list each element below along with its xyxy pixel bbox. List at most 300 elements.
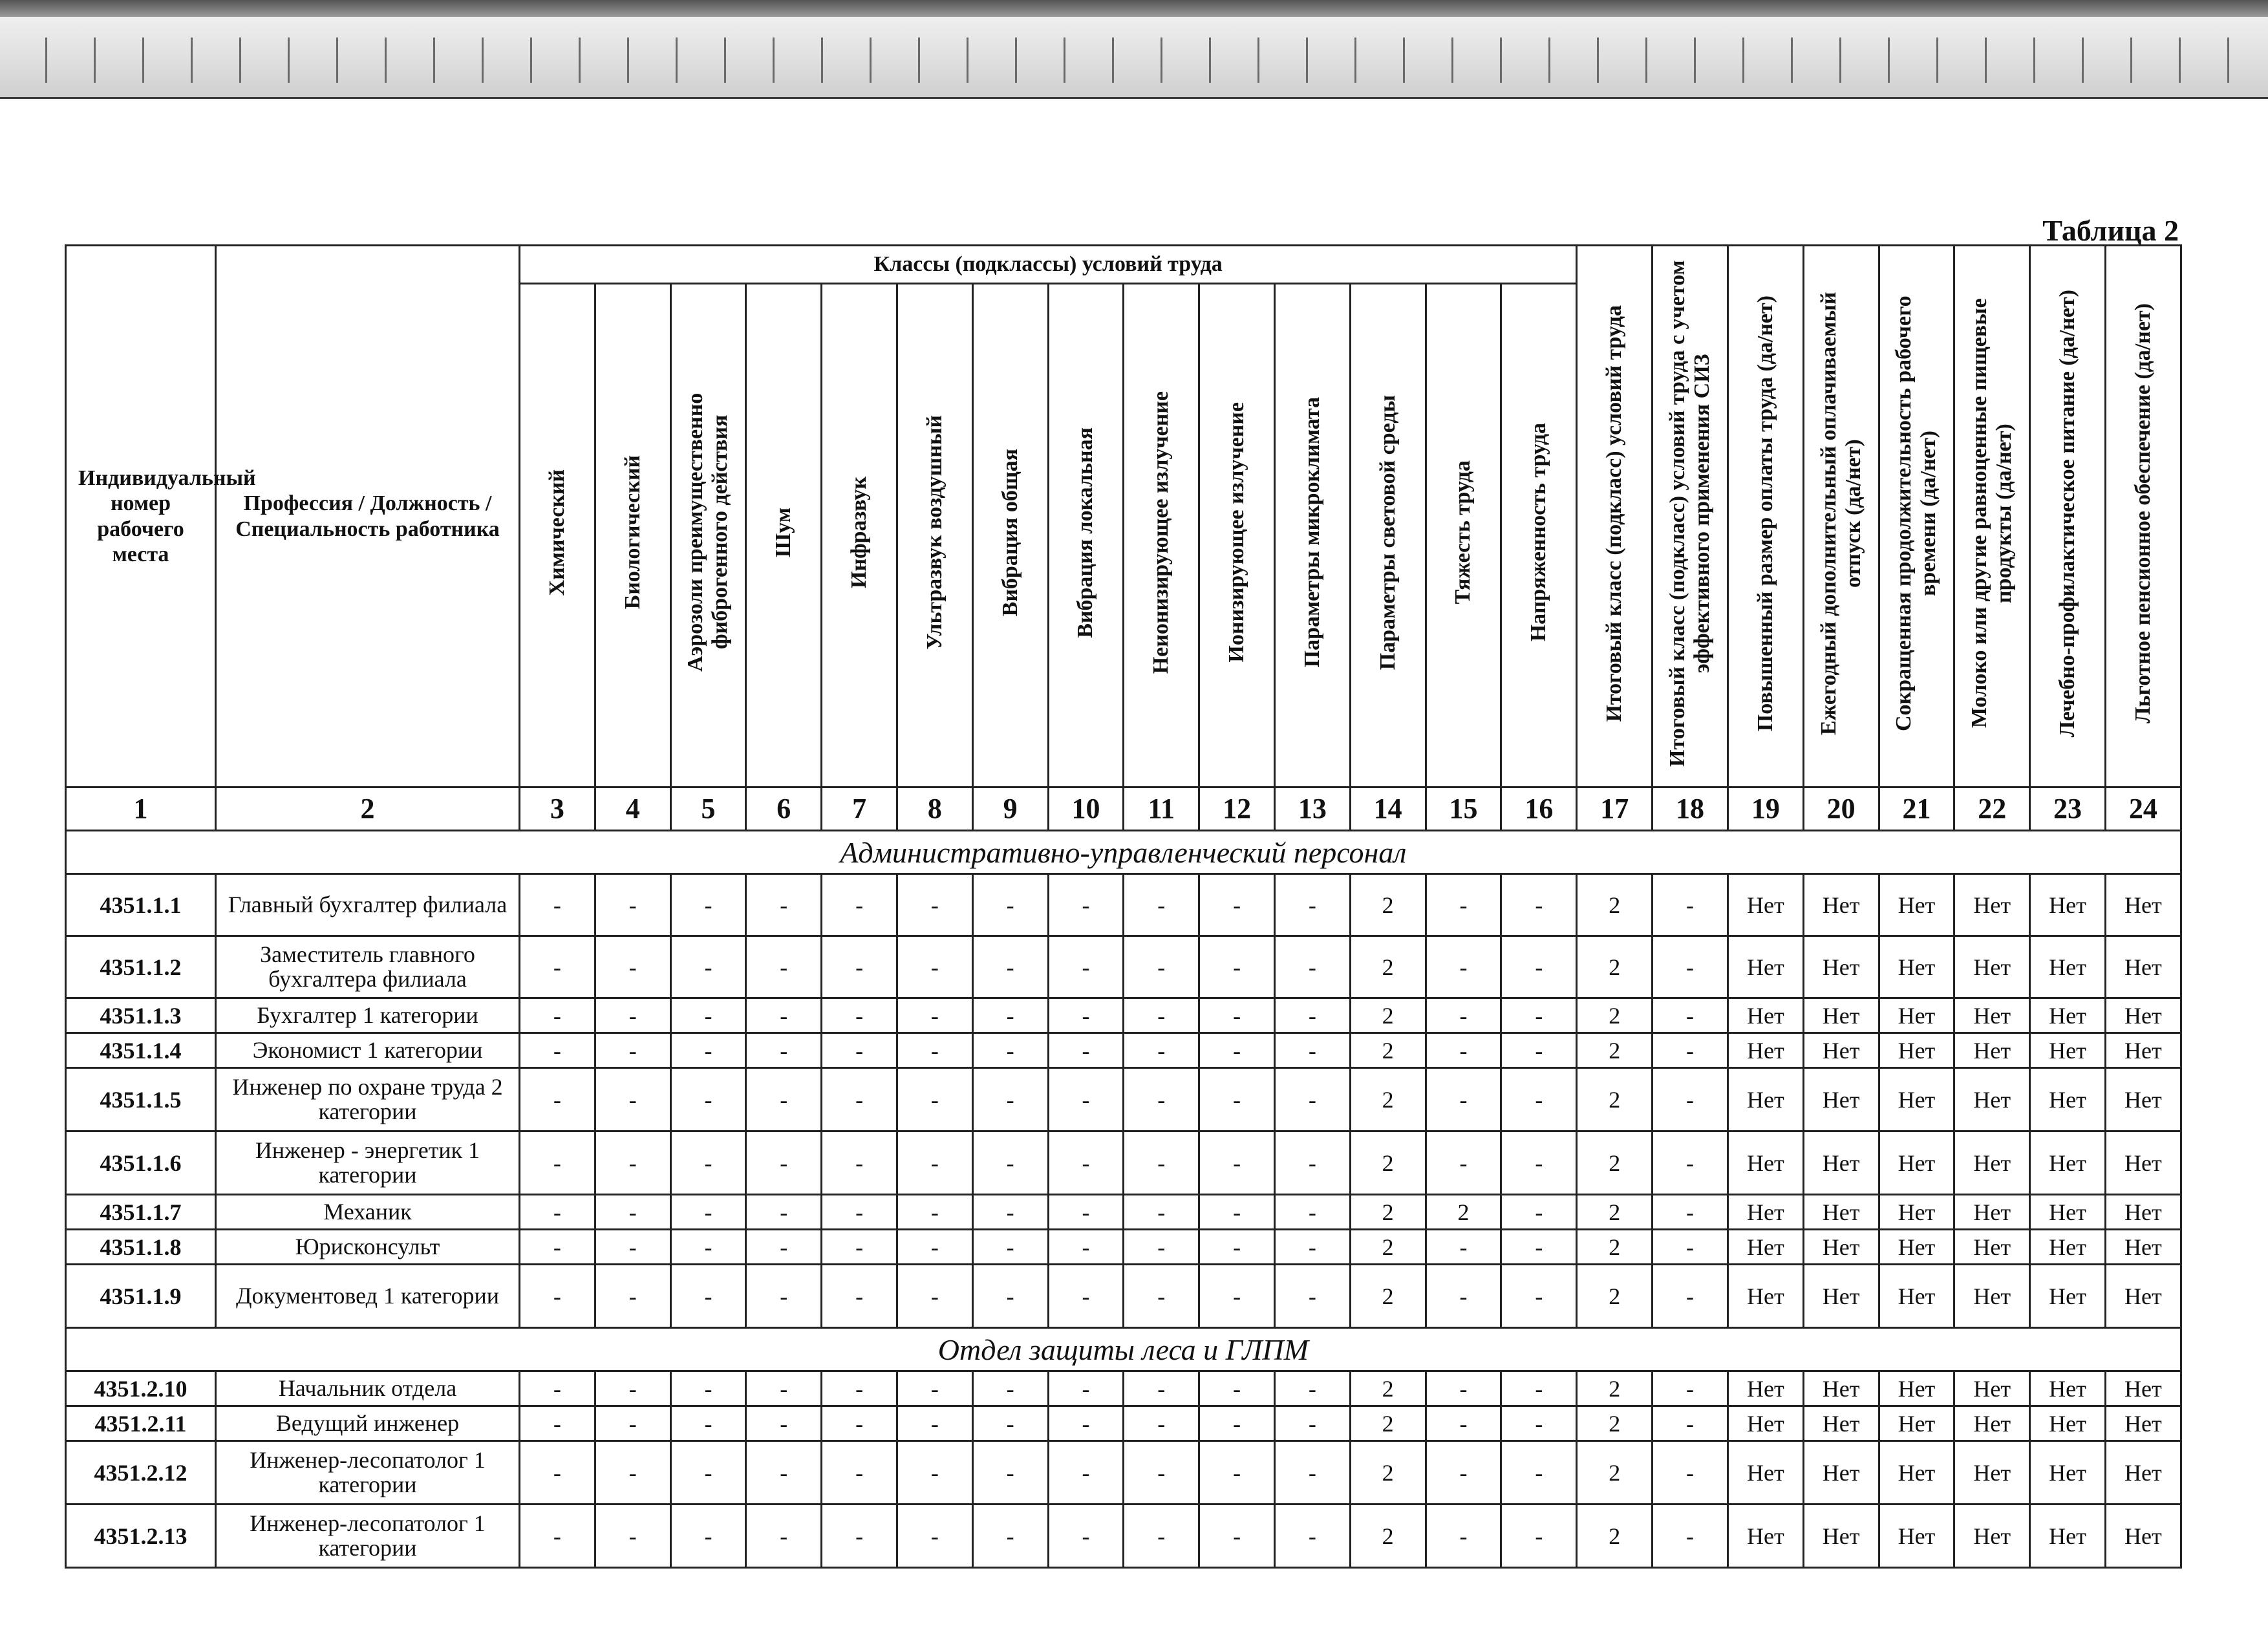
condition-cell: - — [1501, 874, 1577, 936]
workplace-id: 4351.1.6 — [66, 1131, 216, 1195]
condition-cell: 2 — [1350, 1068, 1426, 1131]
column-number: 1 — [66, 788, 216, 831]
condition-cell: - — [1653, 1406, 1728, 1441]
condition-cell: - — [1274, 936, 1350, 998]
header-factor-11 — [1124, 284, 1199, 788]
condition-cell: Нет — [2030, 874, 2106, 936]
binder-hole — [1064, 38, 1065, 83]
condition-cell: Нет — [2030, 1131, 2106, 1195]
table-row — [66, 1068, 2181, 1131]
condition-cell: - — [670, 1441, 746, 1505]
binder-hole — [1694, 38, 1696, 83]
condition-cell: - — [1501, 936, 1577, 998]
condition-cell: Нет — [1879, 998, 1954, 1033]
condition-cell: - — [972, 1195, 1048, 1230]
condition-cell: - — [972, 1068, 1048, 1131]
condition-cell: - — [746, 936, 822, 998]
condition-cell: Нет — [1879, 1265, 1954, 1328]
binder-hole — [385, 38, 387, 83]
binder-hole — [1451, 38, 1453, 83]
condition-cell: - — [1048, 1195, 1124, 1230]
condition-cell: - — [1426, 998, 1501, 1033]
workplace-id: 4351.1.3 — [66, 998, 216, 1033]
condition-cell: - — [1199, 1505, 1275, 1568]
workplace-id: 4351.1.2 — [66, 936, 216, 998]
condition-cell: 2 — [1350, 1131, 1426, 1195]
condition-cell: - — [1501, 998, 1577, 1033]
binder-hole — [773, 38, 775, 83]
condition-cell: - — [746, 1131, 822, 1195]
condition-cell: Нет — [1803, 1131, 1879, 1195]
header-factor-label: Инфразвук — [847, 476, 872, 588]
header-factor-6 — [746, 284, 822, 788]
condition-cell: Нет — [1879, 1131, 1954, 1195]
condition-cell: - — [1501, 1441, 1577, 1505]
header-extra-label: Молоко или другие равноценные пищевые продукты (да/нет) — [1967, 298, 2017, 729]
condition-cell: Нет — [2105, 1406, 2181, 1441]
profession-name: Документовед 1 категории — [216, 1265, 520, 1328]
condition-cell: Нет — [1728, 936, 1803, 998]
column-number: 9 — [972, 788, 1048, 831]
profession-name: Главный бухгалтер филиала — [216, 874, 520, 936]
table-row — [66, 1371, 2181, 1406]
profession-name: Бухгалтер 1 категории — [216, 998, 520, 1033]
condition-cell: - — [1048, 874, 1124, 936]
condition-cell: - — [1426, 874, 1501, 936]
condition-cell: - — [1124, 936, 1199, 998]
condition-cell: - — [595, 874, 670, 936]
condition-cell: Нет — [2030, 1441, 2106, 1505]
condition-cell: Нет — [1879, 874, 1954, 936]
condition-cell: - — [1124, 1230, 1199, 1265]
condition-cell: Нет — [1954, 936, 2030, 998]
condition-cell: - — [1501, 1033, 1577, 1068]
condition-cell: - — [670, 1265, 746, 1328]
header-factor-label: Параметры микроклимата — [1300, 397, 1324, 668]
condition-cell: 2 — [1577, 1265, 1653, 1328]
workplace-id: 4351.1.9 — [66, 1265, 216, 1328]
header-extra-label: Льготное пенсионное обеспечение (да/нет) — [2130, 303, 2155, 723]
profession-name: Механик — [216, 1195, 520, 1230]
header-conditions-group: Классы (подклассы) условий труда — [520, 246, 1577, 284]
condition-cell: - — [1124, 1033, 1199, 1068]
condition-cell: Нет — [1954, 998, 2030, 1033]
column-number: 4 — [595, 788, 670, 831]
condition-cell: - — [520, 1505, 595, 1568]
condition-cell: - — [1653, 874, 1728, 936]
binder-hole — [2179, 38, 2181, 83]
condition-cell: - — [746, 1441, 822, 1505]
table-row — [66, 1195, 2181, 1230]
condition-cell: - — [1274, 1371, 1350, 1406]
condition-cell: 2 — [1426, 1195, 1501, 1230]
condition-cell: - — [897, 1068, 972, 1131]
condition-cell: - — [595, 936, 670, 998]
condition-cell: Нет — [2030, 1371, 2106, 1406]
header-extra-label: Сокращенная продолжительность рабочего времени (да/нет) — [1892, 295, 1941, 731]
condition-cell: - — [520, 1131, 595, 1195]
condition-cell: - — [1274, 1441, 1350, 1505]
condition-cell: 2 — [1577, 1505, 1653, 1568]
condition-cell: - — [1274, 1406, 1350, 1441]
condition-cell: - — [1426, 1441, 1501, 1505]
binder-hole — [1015, 38, 1017, 83]
header-factor-12 — [1199, 284, 1275, 788]
header-factor-label: Вибрация локальная — [1073, 427, 1098, 638]
condition-cell: Нет — [2030, 1230, 2106, 1265]
binder-strip — [0, 0, 2268, 99]
condition-cell: - — [746, 1068, 822, 1131]
condition-cell: - — [595, 1505, 670, 1568]
condition-cell: - — [1274, 1033, 1350, 1068]
table-row — [66, 1406, 2181, 1441]
binder-hole — [1791, 38, 1793, 83]
condition-cell: Нет — [1728, 1195, 1803, 1230]
condition-cell: - — [1501, 1505, 1577, 1568]
section-row — [66, 1328, 2181, 1371]
condition-cell: - — [972, 1371, 1048, 1406]
condition-cell: - — [1124, 1441, 1199, 1505]
condition-cell: - — [897, 1265, 972, 1328]
condition-cell: - — [972, 936, 1048, 998]
header-factor-label: Ультразвук воздушный — [922, 415, 947, 650]
binder-hole — [142, 38, 144, 83]
condition-cell: Нет — [2105, 1033, 2181, 1068]
condition-cell: - — [822, 936, 897, 998]
condition-cell: Нет — [1728, 1265, 1803, 1328]
condition-cell: - — [1501, 1265, 1577, 1328]
condition-cell: - — [1426, 936, 1501, 998]
profession-name: Ведущий инженер — [216, 1406, 520, 1441]
condition-cell: Нет — [1954, 1265, 2030, 1328]
condition-cell: - — [595, 1068, 670, 1131]
condition-cell: 2 — [1350, 1230, 1426, 1265]
condition-cell: - — [520, 1371, 595, 1406]
header-factor-label: Аэрозоли преимущественно фиброгенного действия — [683, 392, 733, 672]
condition-cell: Нет — [1728, 1230, 1803, 1265]
condition-cell: - — [1199, 998, 1275, 1033]
condition-cell: Нет — [2105, 1230, 2181, 1265]
condition-cell: - — [1124, 1131, 1199, 1195]
binder-hole — [1500, 38, 1502, 83]
binder-hole — [482, 38, 484, 83]
condition-cell: - — [595, 1195, 670, 1230]
table-caption: Таблица 2 — [2042, 214, 2179, 247]
column-number: 22 — [1954, 788, 2030, 831]
header-factor-label: Шум — [771, 507, 796, 557]
condition-cell: - — [897, 1371, 972, 1406]
condition-cell: - — [1199, 1033, 1275, 1068]
condition-cell: 2 — [1350, 998, 1426, 1033]
condition-cell: 2 — [1577, 874, 1653, 936]
binder-hole — [627, 38, 629, 83]
condition-cell: - — [670, 936, 746, 998]
condition-cell: - — [670, 1505, 746, 1568]
condition-cell: - — [1653, 1371, 1728, 1406]
column-number: 7 — [822, 788, 897, 831]
condition-cell: - — [746, 1505, 822, 1568]
header-factor-4 — [595, 284, 670, 788]
condition-cell: - — [1274, 1131, 1350, 1195]
condition-cell: - — [1124, 1371, 1199, 1406]
binder-hole — [676, 38, 678, 83]
condition-cell: - — [1124, 998, 1199, 1033]
condition-cell: - — [670, 1195, 746, 1230]
binder-hole — [94, 38, 96, 83]
condition-cell: - — [897, 998, 972, 1033]
column-number: 11 — [1124, 788, 1199, 831]
condition-cell: Нет — [1803, 1230, 1879, 1265]
condition-cell: - — [1274, 998, 1350, 1033]
condition-cell: - — [822, 1195, 897, 1230]
binder-hole — [45, 38, 47, 83]
condition-cell: Нет — [1879, 1505, 1954, 1568]
condition-cell: - — [1199, 874, 1275, 936]
condition-cell: Нет — [1954, 1505, 2030, 1568]
condition-cell: - — [822, 1033, 897, 1068]
condition-cell: - — [822, 1265, 897, 1328]
condition-cell: 2 — [1577, 1068, 1653, 1131]
condition-cell: - — [972, 1406, 1048, 1441]
binder-hole — [1403, 38, 1405, 83]
condition-cell: Нет — [1728, 1033, 1803, 1068]
condition-cell: 2 — [1577, 998, 1653, 1033]
condition-cell: - — [595, 1371, 670, 1406]
condition-cell: - — [897, 1131, 972, 1195]
condition-cell: 2 — [1350, 1371, 1426, 1406]
condition-cell: - — [1048, 1131, 1124, 1195]
working-conditions-table — [65, 244, 2182, 1569]
condition-cell: Нет — [1954, 1441, 2030, 1505]
profession-name: Экономист 1 категории — [216, 1033, 520, 1068]
condition-cell: - — [1426, 1033, 1501, 1068]
table-body — [66, 831, 2181, 1568]
header-factor-label: Параметры световой среды — [1375, 394, 1400, 670]
binder-hole — [2033, 38, 2035, 83]
condition-cell: - — [822, 1441, 897, 1505]
column-number: 10 — [1048, 788, 1124, 831]
table-row — [66, 1505, 2181, 1568]
section-title: Административно-управленческий персонал — [66, 831, 2181, 874]
condition-cell: - — [1124, 1068, 1199, 1131]
condition-cell: - — [595, 1230, 670, 1265]
table-row — [66, 1265, 2181, 1328]
header-workplace-number: Индивидуальный номер рабочего места — [66, 246, 216, 788]
table-row — [66, 1131, 2181, 1195]
condition-cell: - — [670, 1033, 746, 1068]
header-extra-18 — [1653, 246, 1728, 788]
condition-cell: Нет — [2105, 1441, 2181, 1505]
condition-cell: Нет — [2030, 1068, 2106, 1131]
condition-cell: Нет — [2105, 1371, 2181, 1406]
condition-cell: - — [1501, 1068, 1577, 1131]
condition-cell: - — [1199, 1195, 1275, 1230]
condition-cell: - — [670, 998, 746, 1033]
condition-cell: - — [1124, 1406, 1199, 1441]
condition-cell: - — [822, 1406, 897, 1441]
condition-cell: 2 — [1350, 1441, 1426, 1505]
binder-hole — [1548, 38, 1550, 83]
condition-cell: - — [746, 1265, 822, 1328]
profession-name: Инженер-лесопатолог 1 категории — [216, 1441, 520, 1505]
condition-cell: Нет — [1879, 1371, 1954, 1406]
table-row — [66, 1033, 2181, 1068]
column-number: 19 — [1728, 788, 1803, 831]
condition-cell: - — [1501, 1230, 1577, 1265]
binder-hole — [821, 38, 823, 83]
condition-cell: - — [972, 1131, 1048, 1195]
condition-cell: Нет — [1803, 874, 1879, 936]
header-factor-15 — [1426, 284, 1501, 788]
condition-cell: Нет — [1728, 1068, 1803, 1131]
condition-cell: - — [1124, 874, 1199, 936]
binder-hole — [336, 38, 338, 83]
condition-cell: Нет — [1803, 1406, 1879, 1441]
condition-cell: - — [1653, 1033, 1728, 1068]
binder-hole — [724, 38, 726, 83]
header-extra-label: Итоговый класс (подкласс) условий труда — [1602, 305, 1627, 722]
workplace-id: 4351.2.11 — [66, 1406, 216, 1441]
condition-cell: - — [670, 1406, 746, 1441]
condition-cell: 2 — [1577, 1406, 1653, 1441]
header-profession: Профессия / Должность / Специальность работника — [216, 246, 520, 788]
condition-cell: 2 — [1577, 936, 1653, 998]
condition-cell: 2 — [1350, 1406, 1426, 1441]
condition-cell: Нет — [2030, 1265, 2106, 1328]
header-extra-24 — [2105, 246, 2181, 788]
condition-cell: Нет — [1954, 1230, 2030, 1265]
header-extra-label: Ежегодный дополнительный оплачиваемый отпуск (да/нет) — [1816, 292, 1865, 735]
binder-hole — [288, 38, 290, 83]
condition-cell: Нет — [2105, 936, 2181, 998]
condition-cell: - — [897, 1033, 972, 1068]
condition-cell: - — [1048, 1505, 1124, 1568]
workplace-id: 4351.2.12 — [66, 1441, 216, 1505]
header-factor-10 — [1048, 284, 1124, 788]
workplace-id: 4351.1.5 — [66, 1068, 216, 1131]
binder-hole — [433, 38, 435, 83]
condition-cell: - — [1426, 1265, 1501, 1328]
header-extra-23 — [2030, 246, 2106, 788]
binder-hole — [1257, 38, 1259, 83]
condition-cell: - — [746, 998, 822, 1033]
binder-hole — [1936, 38, 1938, 83]
condition-cell: Нет — [2105, 998, 2181, 1033]
condition-cell: - — [822, 998, 897, 1033]
condition-cell: - — [595, 1033, 670, 1068]
condition-cell: - — [897, 1230, 972, 1265]
condition-cell: Нет — [2105, 874, 2181, 936]
table-header — [66, 246, 2181, 831]
condition-cell: - — [520, 1230, 595, 1265]
condition-cell: Нет — [1954, 1131, 2030, 1195]
condition-cell: Нет — [1879, 1406, 1954, 1441]
condition-cell: - — [897, 874, 972, 936]
condition-cell: Нет — [2030, 936, 2106, 998]
condition-cell: Нет — [2030, 998, 2106, 1033]
header-extra-17 — [1577, 246, 1653, 788]
column-number: 15 — [1426, 788, 1501, 831]
workplace-id: 4351.1.7 — [66, 1195, 216, 1230]
condition-cell: - — [746, 1195, 822, 1230]
header-factor-7 — [822, 284, 897, 788]
condition-cell: - — [595, 1265, 670, 1328]
column-number: 2 — [216, 788, 520, 831]
condition-cell: - — [670, 874, 746, 936]
condition-cell: - — [1048, 936, 1124, 998]
condition-cell: - — [1426, 1230, 1501, 1265]
condition-cell: - — [670, 1131, 746, 1195]
condition-cell: - — [1274, 1505, 1350, 1568]
condition-cell: Нет — [1728, 1131, 1803, 1195]
condition-cell: - — [1653, 998, 1728, 1033]
condition-cell: - — [746, 1230, 822, 1265]
condition-cell: Нет — [1879, 1068, 1954, 1131]
header-factor-14 — [1350, 284, 1426, 788]
condition-cell: - — [1199, 1371, 1275, 1406]
column-number: 12 — [1199, 788, 1275, 831]
condition-cell: Нет — [1803, 1195, 1879, 1230]
header-factor-label: Химический — [544, 469, 569, 596]
condition-cell: - — [1048, 998, 1124, 1033]
condition-cell: - — [972, 1441, 1048, 1505]
condition-cell: - — [1048, 1406, 1124, 1441]
condition-cell: - — [897, 936, 972, 998]
condition-cell: Нет — [1879, 936, 1954, 998]
condition-cell: - — [1124, 1505, 1199, 1568]
section-row — [66, 831, 2181, 874]
condition-cell: - — [520, 1441, 595, 1505]
condition-cell: Нет — [2105, 1505, 2181, 1568]
condition-cell: - — [897, 1406, 972, 1441]
condition-cell: - — [1199, 1230, 1275, 1265]
binder-hole — [1985, 38, 1987, 83]
header-factor-label: Тяжесть труда — [1451, 460, 1475, 605]
condition-cell: - — [1048, 1230, 1124, 1265]
profession-name: Инженер по охране труда 2 категории — [216, 1068, 520, 1131]
condition-cell: Нет — [1954, 874, 2030, 936]
condition-cell: 2 — [1350, 1265, 1426, 1328]
header-factor-9 — [972, 284, 1048, 788]
binder-hole — [579, 38, 581, 83]
condition-cell: - — [1653, 1131, 1728, 1195]
condition-cell: Нет — [1728, 998, 1803, 1033]
column-number: 17 — [1577, 788, 1653, 831]
binder-hole — [2130, 38, 2132, 83]
condition-cell: - — [1199, 1441, 1275, 1505]
condition-cell: - — [1426, 1068, 1501, 1131]
column-number: 3 — [520, 788, 595, 831]
condition-cell: - — [746, 874, 822, 936]
condition-cell: - — [1653, 1230, 1728, 1265]
condition-cell: Нет — [1803, 1265, 1879, 1328]
condition-cell: - — [595, 998, 670, 1033]
binder-hole — [967, 38, 968, 83]
column-number: 13 — [1274, 788, 1350, 831]
condition-cell: - — [1501, 1371, 1577, 1406]
column-number: 18 — [1653, 788, 1728, 831]
condition-cell: Нет — [2105, 1265, 2181, 1328]
condition-cell: Нет — [2105, 1195, 2181, 1230]
condition-cell: Нет — [2030, 1195, 2106, 1230]
condition-cell: - — [1274, 1195, 1350, 1230]
column-number: 24 — [2105, 788, 2181, 831]
condition-cell: Нет — [1879, 1033, 1954, 1068]
profession-name: Инженер - энергетик 1 категории — [216, 1131, 520, 1195]
condition-cell: - — [520, 1068, 595, 1131]
workplace-id: 4351.1.1 — [66, 874, 216, 936]
condition-cell: - — [1426, 1406, 1501, 1441]
